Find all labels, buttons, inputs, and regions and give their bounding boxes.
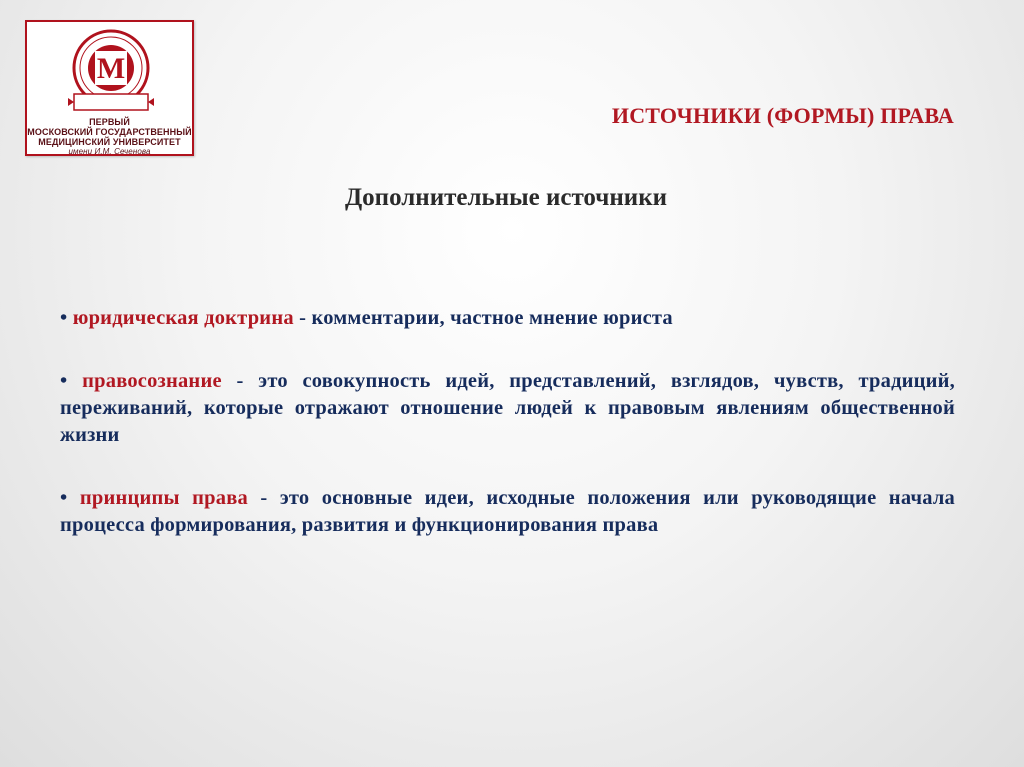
list-item-legal-doctrine — [60, 305, 955, 332]
sources-list — [60, 305, 955, 575]
svg-text:М: М — [96, 52, 126, 85]
term-legal-doctrine: юридическая доктрина — [72, 307, 294, 329]
term-legal-consciousness: правосознание — [82, 370, 222, 392]
slide-title: ИСТОЧНИКИ (ФОРМЫ) ПРАВА — [611, 103, 954, 128]
definition-legal-consciousness: - это совокупность идей, представлений, взглядов, чувств, традиций, переживаний, которые отражают отношение людей к правовым явлениям общественной жизни — [60, 370, 956, 446]
bullet: • — [60, 487, 68, 509]
university-name-line-4: имени И.М. Сеченова — [68, 147, 151, 156]
list-item-principles-of-law — [60, 485, 955, 539]
university-name-line-1: ПЕРВЫЙ — [89, 117, 130, 127]
university-logo — [25, 20, 194, 156]
university-emblem-icon — [62, 28, 160, 118]
list-item-legal-consciousness — [60, 368, 955, 449]
term-principles-of-law: принципы права — [79, 487, 248, 509]
university-name-line-2: МОСКОВСКИЙ ГОСУДАРСТВЕННЫЙ — [27, 127, 192, 137]
definition-legal-doctrine: - комментарии, частное мнение юриста — [293, 307, 673, 329]
slide-subtitle: Дополнительные источники — [344, 184, 668, 211]
university-name — [27, 117, 192, 157]
bullet: • — [60, 307, 68, 329]
bullet: • — [60, 370, 68, 392]
definition-principles-of-law: - это основные идеи, исходные положения или руководящие начала процесса формирования, развития и функционирования права — [60, 487, 955, 536]
university-name-line-3: МЕДИЦИНСКИЙ УНИВЕРСИТЕТ — [38, 137, 181, 147]
